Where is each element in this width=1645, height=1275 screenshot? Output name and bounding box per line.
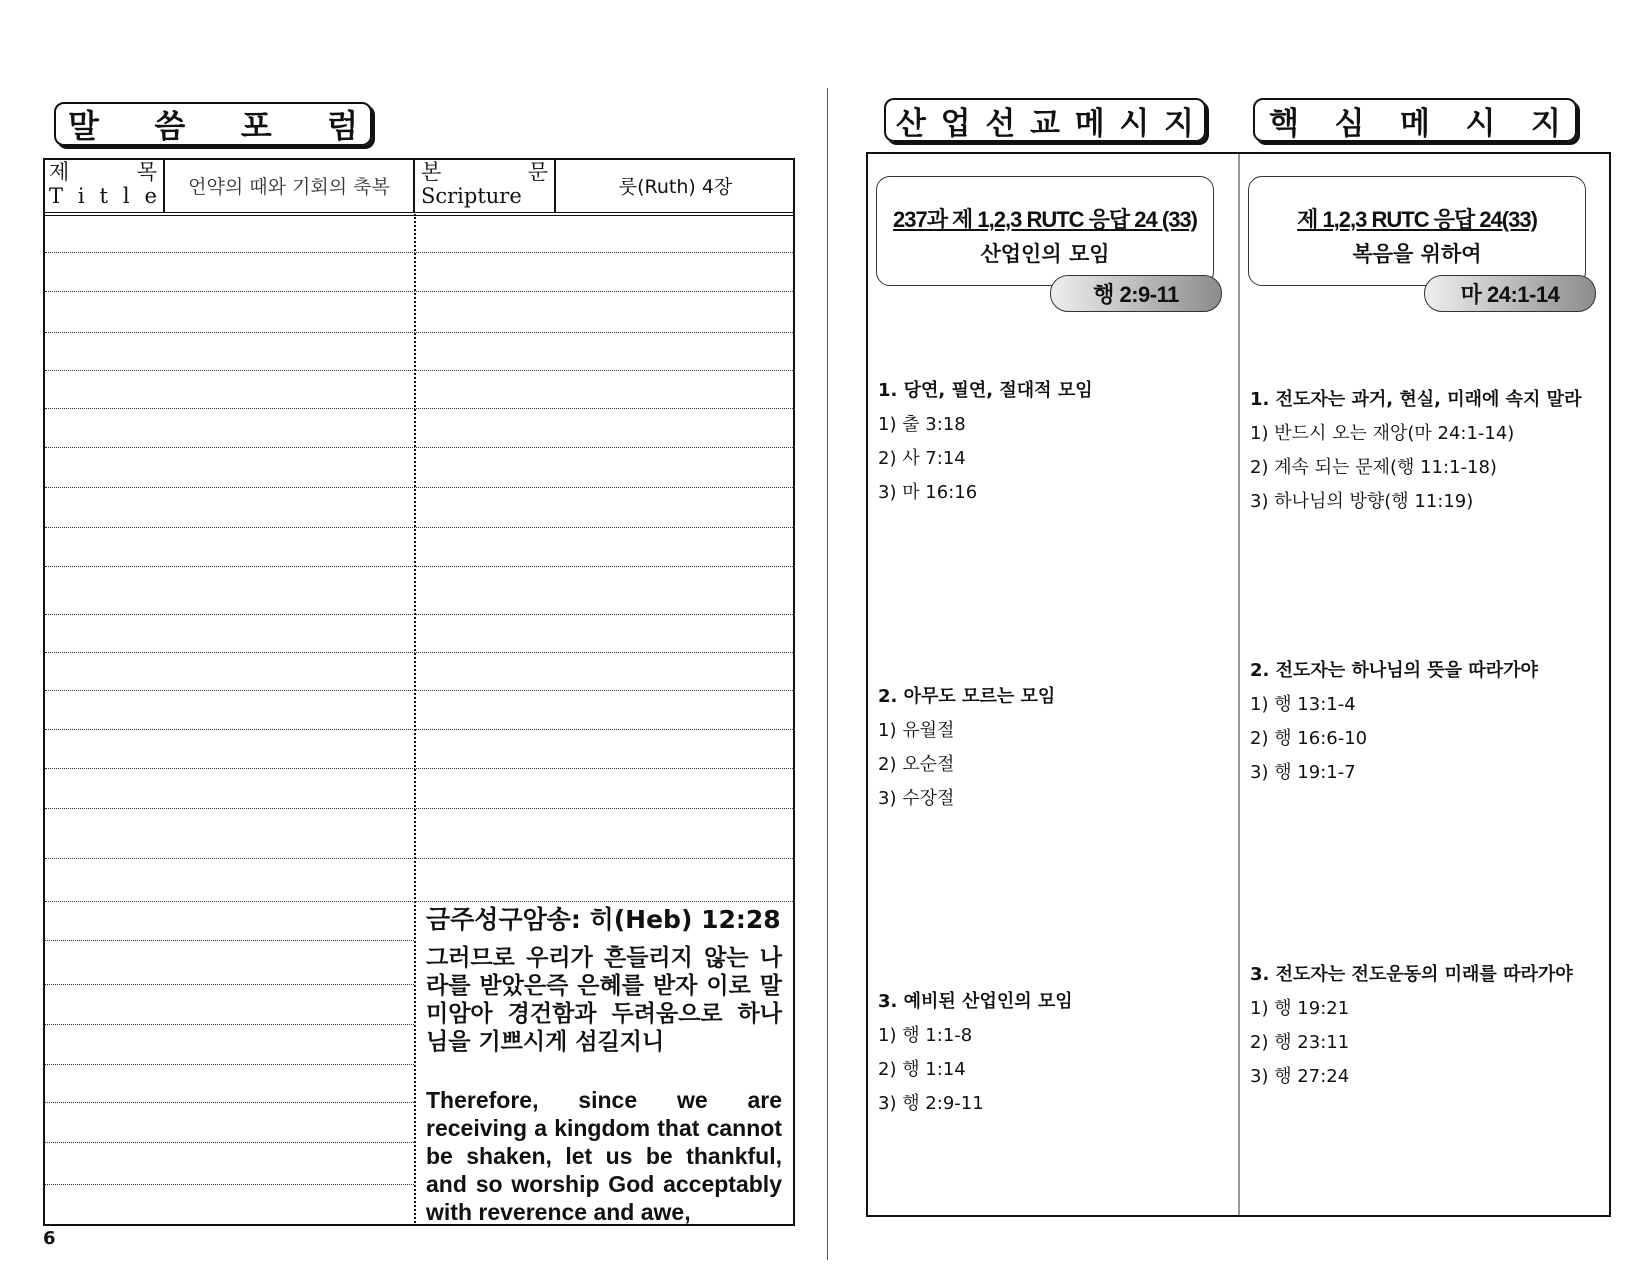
section-item: 3) 수장절 [878,788,955,809]
scripture-label-cell [415,158,556,212]
outline-section [1250,960,1610,1096]
industry-message-box [876,176,1214,286]
section-item: 3) 행 19:1-7 [1250,762,1356,783]
note-line [45,614,793,615]
core-message-title-box [1253,98,1577,142]
section-item: 3) 하나님의 방향(행 11:19) [1250,491,1474,512]
section-heading: 2. 전도자는 하나님의 뜻을 따라가야 [1250,660,1538,681]
note-line [45,1142,414,1143]
note-line [45,652,793,653]
outline-section [878,987,1238,1123]
title-char: 심 [1334,105,1365,142]
note-line [45,370,793,371]
title-label-kr: 목 [136,160,157,184]
forum-char: 말 [68,107,99,145]
title-label-en: l [122,184,130,208]
note-line [45,252,793,253]
title-label-en: i [77,184,85,208]
note-line [45,729,793,730]
notes-frame [43,158,795,1226]
note-line [45,1102,414,1103]
title-char: 시 [1465,105,1496,142]
section-item: 3) 마 16:16 [878,482,978,503]
note-line [45,487,793,488]
title-char: 메 [1400,105,1430,142]
section-item: 1) 출 3:18 [878,414,966,435]
note-line [45,1024,414,1025]
core-message-box [1248,176,1586,286]
note-line [45,690,793,691]
section-heading: 1. 당연, 필연, 절대적 모임 [878,380,1093,401]
section-heading: 3. 전도자는 전도운동의 미래를 따라가야 [1250,964,1573,985]
industry-mission-title-box [884,98,1206,142]
title-char: 지 [1531,105,1561,142]
section-item: 2) 행 1:14 [878,1059,966,1080]
message-subtitle: 제 1,2,3 RUTC 응답 24(33) [1297,207,1537,232]
title-char: 교 [1030,105,1060,142]
notes-column-divider [414,214,416,1226]
note-line [45,768,793,769]
notes-header-row [43,158,795,216]
outline-section [1250,656,1610,792]
section-heading: 2. 아무도 모르는 모임 [878,686,1056,707]
section-item: 2) 계속 되는 문제(행 11:1-18) [1250,457,1497,478]
memory-verse-korean: 그러므로 우리가 흔들리지 않는 나라를 받았은즉 은혜를 받자 이로 말미암아 경건함과 두려움으로 하나님을 기쁘시게 섬길지니 [426,945,782,1055]
section-heading: 1. 전도자는 과거, 현실, 미래에 속지 말라 [1250,389,1582,410]
title-char: 핵 [1269,105,1299,142]
title-label-en: t [99,184,108,208]
title-label-kr: 제 [49,160,70,184]
message-title: 산업인의 모임 [980,242,1110,266]
note-line [45,527,793,528]
outline-section [878,682,1238,818]
section-item: 2) 행 23:11 [1250,1032,1350,1053]
scripture-label-kr: 본 [421,160,442,184]
section-item: 2) 사 7:14 [878,448,966,469]
message-subtitle: 237과 제 1,2,3 RUTC 응답 24 (33) [892,207,1197,232]
title-char: 메 [1074,105,1105,142]
section-item: 2) 행 16:6-10 [1250,728,1368,749]
sermon-title-value: 언약의 때와 기회의 축복 [165,158,415,212]
forum-char: 씀 [154,107,186,145]
title-char: 업 [940,105,971,142]
message-column-divider [1238,154,1240,1215]
note-line [45,808,793,809]
note-line [45,1064,414,1065]
scripture-pill: 마 24:1-14 [1424,275,1596,312]
section-heading: 3. 예비된 산업인의 모임 [878,991,1073,1012]
scripture-label-kr: 문 [527,160,548,184]
forum-title-box [54,102,372,146]
section-item: 1) 유월절 [878,720,955,741]
section-item: 1) 행 13:1-4 [1250,694,1356,715]
page-spine [827,88,828,1260]
memory-verse-title: 금주성구암송: 히(Heb) 12:28 [426,905,781,934]
note-line [45,984,414,985]
note-line [45,1184,414,1185]
title-char: 시 [1119,105,1150,142]
message-title: 복음을 위하여 [1352,242,1482,266]
title-char: 산 [896,105,926,142]
note-line [45,408,793,409]
title-char: 지 [1164,105,1194,142]
outline-section [878,376,1238,512]
scripture-label-en: Scripture [421,184,522,208]
note-line [45,447,793,448]
section-item: 1) 반드시 오는 재앙(마 24:1-14) [1250,423,1515,444]
section-item: 1) 행 19:21 [1250,998,1350,1019]
title-label-cell [43,158,165,212]
title-label-en: e [144,184,157,208]
note-line [45,940,414,941]
outline-section [1250,385,1610,521]
note-line [45,332,793,333]
section-item: 2) 오순절 [878,754,955,775]
memory-verse-english: Therefore, since we are receiving a kingdom that cannot be shaken, let us be thankful, and so worship God acceptably with reverence and awe, [426,1087,782,1225]
forum-char: 럼 [327,107,358,145]
page-number: 6 [43,1228,56,1249]
section-item: 3) 행 27:24 [1250,1066,1350,1087]
section-item: 3) 행 2:9-11 [878,1093,984,1114]
forum-char: 포 [240,107,272,145]
title-label-en: T [49,184,64,208]
scripture-pill: 행 2:9-11 [1050,275,1222,312]
note-line [45,291,793,292]
note-line [45,858,793,859]
title-char: 선 [985,105,1016,142]
section-item: 1) 행 1:1-8 [878,1025,973,1046]
scripture-value: 룻(Ruth) 4장 [618,175,733,198]
note-line [45,566,793,567]
